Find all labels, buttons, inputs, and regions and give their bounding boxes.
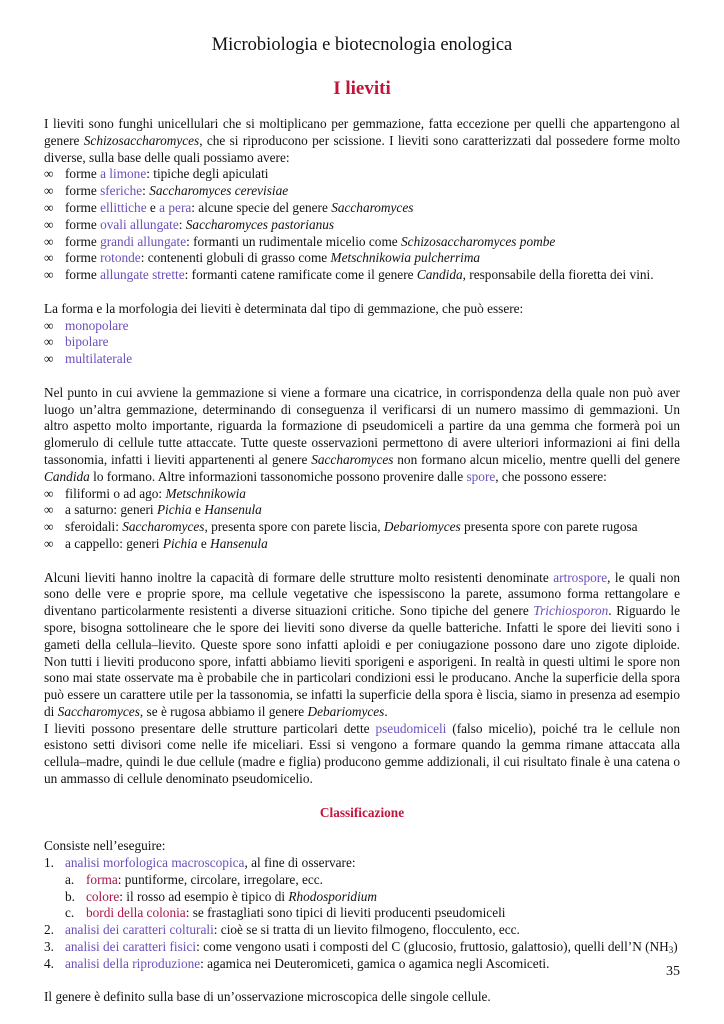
infinity-bullet-icon: ∞	[44, 485, 54, 501]
scar-paragraph: Nel punto in cui avviene la gemmazione si viene a formare una cicatrice, in corrispondenza della quale non può aver luogo un’altra gemmazione, determinando di conseguenza il verificarsi di un numero massimo di gemmazioni. Un altro aspetto molto importante, riguarda la formazione di pseudomiceli a partire da una gemma che formerà poi un glomerulo di cellule tutte attaccate. Tutte queste osservazioni permettono di avere ulteriori informazioni ai fini della tassonomia, infatti i lieviti appartenenti al genere Saccharomyces non formano alcun micelio, mentre quelli del genere Candida lo formano. Altre informazioni tassonomiche possono provenire dalle spore, che possono essere:	[44, 384, 680, 484]
infinity-bullet-icon: ∞	[44, 166, 54, 182]
page-content	[44, 116, 680, 1006]
list-item: ∞ multilaterale	[44, 351, 133, 367]
infinity-bullet-icon: ∞	[44, 250, 54, 266]
infinity-bullet-icon: ∞	[44, 267, 54, 283]
section-title-classificazione: Classificazione	[319, 804, 405, 820]
list-item: ∞ a cappello: generi Pichia e Hansenula	[44, 535, 268, 551]
infinity-bullet-icon: ∞	[44, 216, 54, 232]
list-item: 4. analisi della riproduzione: agamica nei Deuteromiceti, gamica o agamica negli Ascomiceti.	[44, 955, 550, 971]
list-item: ∞ monopolare	[44, 317, 129, 333]
genus-paragraph: Il genere è definito sulla base di un’osservazione microscopica delle singole cellule.	[44, 989, 491, 1005]
infinity-bullet-icon: ∞	[44, 199, 54, 215]
list-item: ∞ forme ellittiche e a pera: alcune specie del genere Saccharomyces	[44, 199, 414, 215]
list-item: ∞ forme allungate strette: formanti catene ramificate come il genere Candida, responsabile della fioretta dei vini.	[44, 267, 654, 283]
infinity-bullet-icon: ∞	[44, 535, 54, 551]
infinity-bullet-icon: ∞	[44, 519, 54, 535]
list-item: b. colore: il rosso ad esempio è tipico di Rhodosporidium	[65, 888, 378, 904]
infinity-bullet-icon: ∞	[44, 233, 54, 249]
infinity-bullet-icon: ∞	[44, 183, 54, 199]
list-item: 2. analisi dei caratteri colturali: cioè se si tratta di un lievito filmogeno, flocculento, ecc.	[44, 922, 520, 938]
page-number: 35	[666, 964, 680, 979]
classification-intro: Consiste nell’eseguire:	[44, 838, 166, 854]
list-item: a. forma: puntiforme, circolare, irregolare, ecc.	[65, 871, 324, 887]
budding-paragraph: La forma e la morfologia dei lieviti è determinata dal tipo di gemmazione, che può essere:	[44, 300, 524, 316]
infinity-bullet-icon: ∞	[44, 351, 54, 367]
list-item: ∞ forme rotonde: contenenti globuli di grasso come Metschnikowia pulcherrima	[44, 250, 481, 266]
list-item: ∞ forme sferiche: Saccharomyces cerevisiae	[44, 183, 289, 199]
running-header: Microbiologia e biotecnologia enologica	[211, 35, 513, 55]
intro-paragraph: I lieviti sono funghi unicellulari che si moltiplicano per gemmazione, fatta eccezione per quelli che appartengono al genere Schizosaccharomyces, che si riproducono per scissione. I lieviti sono caratterizzati dal possedere forme molto diverse, sulla base delle quali possiamo avere:	[44, 116, 681, 165]
pseudomycelium-paragraph: I lieviti possono presentare delle strutture particolari dette pseudomiceli (falso micelio), poiché tra le cellule non esistono setti divisori come nelle ife miceliari. Essi si vengono a formare quando la gemma rimane attaccata alla cellula–madre, quindi le due cellule (madre e figlia) producono gemme addizionali, il cui risultato finale è una catena o un ammasso di cellule denominato pseudomicelio.	[44, 720, 680, 787]
list-item: ∞ forme a limone: tipiche degli apiculati	[44, 166, 269, 182]
list-item: ∞ a saturno: generi Pichia e Hansenula	[44, 502, 262, 518]
list-item: ∞ filiformi o ad ago: Metschnikowia	[44, 485, 246, 501]
list-item: ∞ bipolare	[44, 334, 109, 350]
list-item: ∞ sferoidali: Saccharomyces, presenta spore con parete liscia, Debariomyces presenta spore con parete rugosa	[44, 519, 638, 535]
list-item: ∞ forme grandi allungate: formanti un rudimentale micelio come Schizosaccharomyces pombe	[44, 233, 556, 249]
list-item: c. bordi della colonia: se frastagliati sono tipici di lieviti producenti pseudomiceli	[65, 905, 506, 921]
infinity-bullet-icon: ∞	[44, 502, 54, 518]
arthrospore-paragraph: Alcuni lieviti hanno inoltre la capacità di formare delle strutture molto resistenti denominate artrospore, le quali non sono delle vere e proprie spore, ma cellule vegetative che ispessiscono la parete, assumono forma rettangolare e diventano particolarmente resistenti a diverse situazioni critiche. Sono tipiche del genere Trichiosporon. Riguardo le spore, bisogna sottolineare che le spore dei lieviti sono diverse da quelle batteriche. Infatti le spore dei lieviti sono i gameti della cellula–lievito. Queste spore sono infatti aploidi e per coniugazione possono dare uno zigote diploide. Non tutti i lieviti producono spore, infatti abbiamo lieviti sporigeni e asporigeni. In realtà in questi ultimi le spore non sono mai state osservate ma è probabile che in particolari condizioni essi le producano. Anche la superficie della spora può essere un carattere utile per la tassonomia, se infatti la superficie della spora è liscia, siamo in presenza ad esempio di Saccharomyces, se è rugosa abbiamo il genere Debariomyces.	[44, 569, 681, 719]
list-item: 3. analisi dei caratteri fisici: come vengono usati i composti del C (glucosio, fruttosio, galattosio), quelli dell’N $(NH_3)$	[44, 939, 678, 956]
infinity-bullet-icon: ∞	[44, 317, 54, 333]
list-item: ∞ forme ovali allungate: Saccharomyces pastorianus	[44, 216, 335, 232]
list-item: 1. analisi morfologica macroscopica, al fine di osservare:	[44, 855, 356, 871]
page-title: I lieviti	[333, 78, 391, 99]
infinity-bullet-icon: ∞	[44, 334, 54, 350]
